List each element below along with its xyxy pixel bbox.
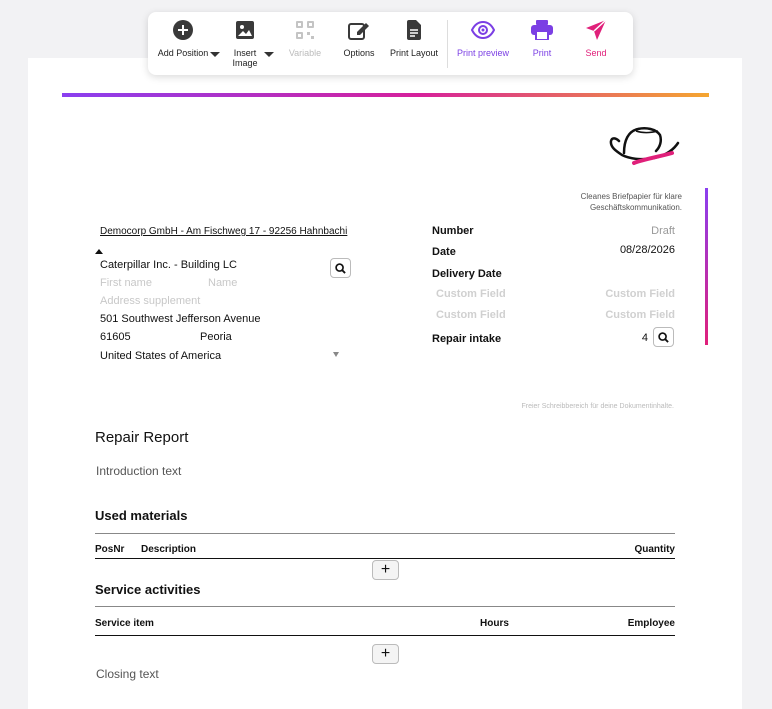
send-button[interactable] xyxy=(576,12,616,75)
service-activities-title: Service activities xyxy=(95,582,201,597)
number-value: Draft xyxy=(651,225,675,237)
first-name-field[interactable]: First name xyxy=(100,277,152,289)
letterhead-tagline xyxy=(581,191,682,213)
document-title[interactable]: Repair Report xyxy=(95,429,189,446)
insert-image-button[interactable] xyxy=(226,12,264,75)
paper-plane-icon xyxy=(585,12,607,48)
custom-field-2-value[interactable]: Custom Field xyxy=(605,309,675,321)
country-select[interactable]: United States of America xyxy=(100,350,222,362)
image-icon xyxy=(235,12,255,48)
tagline-line-2: Geschäftskommunikation. xyxy=(589,203,682,212)
free-writing-area-note: Freier Schreibbereich für deine Dokumentinhalte. xyxy=(521,403,674,410)
insert-image-label: Insert Image xyxy=(232,48,258,68)
col-hours: Hours xyxy=(480,618,509,629)
header-gradient-bar xyxy=(62,93,709,97)
date-value[interactable]: 08/28/2026 xyxy=(619,244,675,256)
col-posnr: PosNr xyxy=(95,544,125,555)
printer-icon xyxy=(531,12,553,48)
repair-intake-label: Repair intake xyxy=(432,333,502,345)
qr-code-icon xyxy=(295,12,315,48)
print-preview-label: Print preview xyxy=(456,48,510,58)
hat-logo-icon xyxy=(608,123,680,174)
print-layout-label: Print Layout xyxy=(389,48,439,58)
zip-field[interactable]: 61605 xyxy=(100,331,131,343)
add-position-button[interactable] xyxy=(156,12,210,75)
send-label: Send xyxy=(585,48,607,58)
col-quantity: Quantity xyxy=(634,544,675,555)
tagline-line-1: Cleanes Briefpapier für klare xyxy=(580,192,682,201)
add-position-label: Add Position xyxy=(157,48,209,58)
number-label: Number xyxy=(432,225,474,237)
col-description: Description xyxy=(141,544,197,555)
add-material-button[interactable] xyxy=(372,560,399,580)
toolbar-divider xyxy=(447,20,448,68)
col-employee: Employee xyxy=(627,618,675,629)
document-icon xyxy=(406,12,422,48)
plus-icon: + xyxy=(380,645,391,662)
street-field[interactable]: 501 Southwest Jefferson Avenue xyxy=(100,313,261,325)
contact-search-button[interactable] xyxy=(330,258,351,278)
print-button[interactable] xyxy=(524,12,560,75)
variable-button[interactable] xyxy=(284,12,326,75)
side-gradient-bar xyxy=(705,188,708,345)
materials-header-rule xyxy=(95,558,675,559)
materials-divider xyxy=(95,533,675,534)
print-label: Print xyxy=(532,48,552,58)
services-divider xyxy=(95,606,675,607)
closing-text[interactable]: Closing text xyxy=(96,667,159,681)
add-service-button[interactable] xyxy=(372,644,399,664)
delivery-date-label: Delivery Date xyxy=(432,268,502,280)
document-toolbar xyxy=(148,12,633,75)
sort-up-icon[interactable] xyxy=(95,249,103,254)
services-header-rule xyxy=(95,635,675,636)
eye-icon xyxy=(471,12,495,48)
document-page xyxy=(28,58,742,709)
options-label: Options xyxy=(343,48,375,58)
repair-intake-value[interactable]: 4 xyxy=(641,332,648,344)
search-icon xyxy=(335,263,346,274)
repair-intake-search-button[interactable] xyxy=(653,327,674,347)
print-layout-button[interactable] xyxy=(386,12,442,75)
country-dropdown-caret[interactable] xyxy=(333,352,339,357)
date-label: Date xyxy=(432,246,456,258)
search-icon xyxy=(658,332,669,343)
introduction-text[interactable]: Introduction text xyxy=(96,464,182,478)
custom-field-1-value[interactable]: Custom Field xyxy=(605,288,675,300)
edit-icon xyxy=(348,12,370,48)
col-service-item: Service item xyxy=(95,618,154,629)
print-preview-button[interactable] xyxy=(454,12,512,75)
insert-image-dropdown-caret[interactable] xyxy=(264,52,274,57)
add-position-dropdown-caret[interactable] xyxy=(210,52,220,57)
variable-label: Variable xyxy=(288,48,322,58)
used-materials-title: Used materials xyxy=(95,508,188,523)
name-field[interactable]: Name xyxy=(208,277,238,289)
recipient-company[interactable]: Caterpillar Inc. - Building LC xyxy=(100,259,237,271)
custom-field-1-label[interactable]: Custom Field xyxy=(436,288,506,300)
add-circle-icon xyxy=(172,12,194,48)
options-button[interactable] xyxy=(338,12,380,75)
address-supplement-field[interactable]: Address supplement xyxy=(100,295,201,307)
city-field[interactable]: Peoria xyxy=(200,331,232,343)
custom-field-2-label[interactable]: Custom Field xyxy=(436,309,506,321)
plus-icon: + xyxy=(380,561,391,578)
sender-line[interactable]: Democorp GmbH - Am Fischweg 17 - 92256 Hahnbachi xyxy=(100,226,348,237)
